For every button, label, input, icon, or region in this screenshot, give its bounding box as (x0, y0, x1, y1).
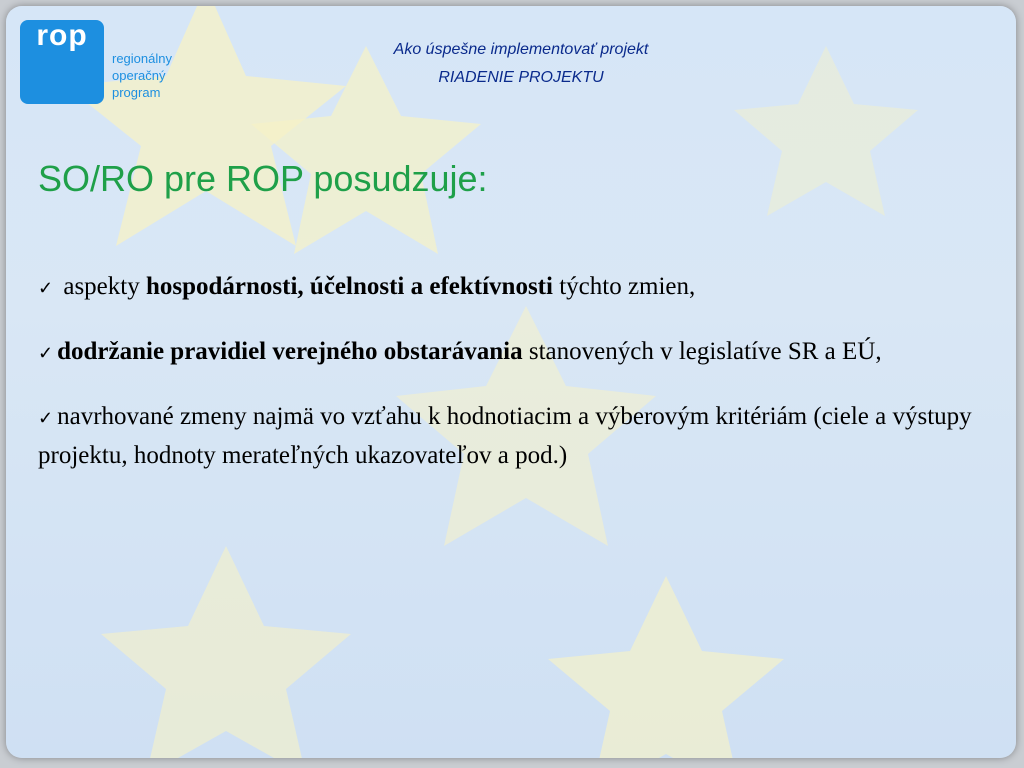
header-line-1: Ako úspešne implementovať projekt (393, 41, 649, 58)
star-bottom-center-decoration (548, 576, 784, 758)
bullet-list (38, 268, 978, 501)
logo-line-3: program (112, 85, 161, 100)
logo-line-1: regionálny (112, 51, 172, 66)
bullet-text-post: týchto zmien, (552, 273, 696, 300)
bullet-item (38, 398, 978, 475)
rop-logo-mark (20, 20, 104, 104)
bullet-text-bold: hospodárnosti, účelnosti a efektívnosti (145, 273, 553, 300)
bullet-text-pre: aspekty (63, 273, 146, 300)
slide-header (306, 36, 736, 92)
star-top-right-decoration (734, 46, 918, 216)
rop-logo-abbr: rop (36, 19, 88, 52)
bullet-text-post: stanovených v legislatíve SR a EÚ, (522, 338, 882, 365)
star-bottom-left-decoration (101, 546, 351, 758)
checkmark-icon: ✓ (38, 408, 54, 428)
rop-logo (20, 20, 172, 104)
bullet-item (38, 268, 978, 307)
rop-logo-text (112, 50, 172, 101)
bullet-text-pre: navrhované zmeny najmä vo vzťahu k hodnotiacim a výberovým kritériám (ciele a výstupy projektu, hodnoty merateľných ukazovateľov a pod.) (38, 403, 972, 469)
checkmark-icon: ✓ (38, 343, 54, 363)
bullet-item (38, 333, 978, 372)
checkmark-icon: ✓ (38, 278, 54, 298)
slide (6, 6, 1016, 758)
logo-line-2: operačný (112, 68, 166, 83)
slide-title: SO/RO pre ROP posudzuje: (38, 158, 488, 199)
header-line-2: RIADENIE PROJEKTU (438, 69, 604, 86)
bullet-text-bold: dodržanie pravidiel verejného obstarávania (57, 338, 523, 365)
